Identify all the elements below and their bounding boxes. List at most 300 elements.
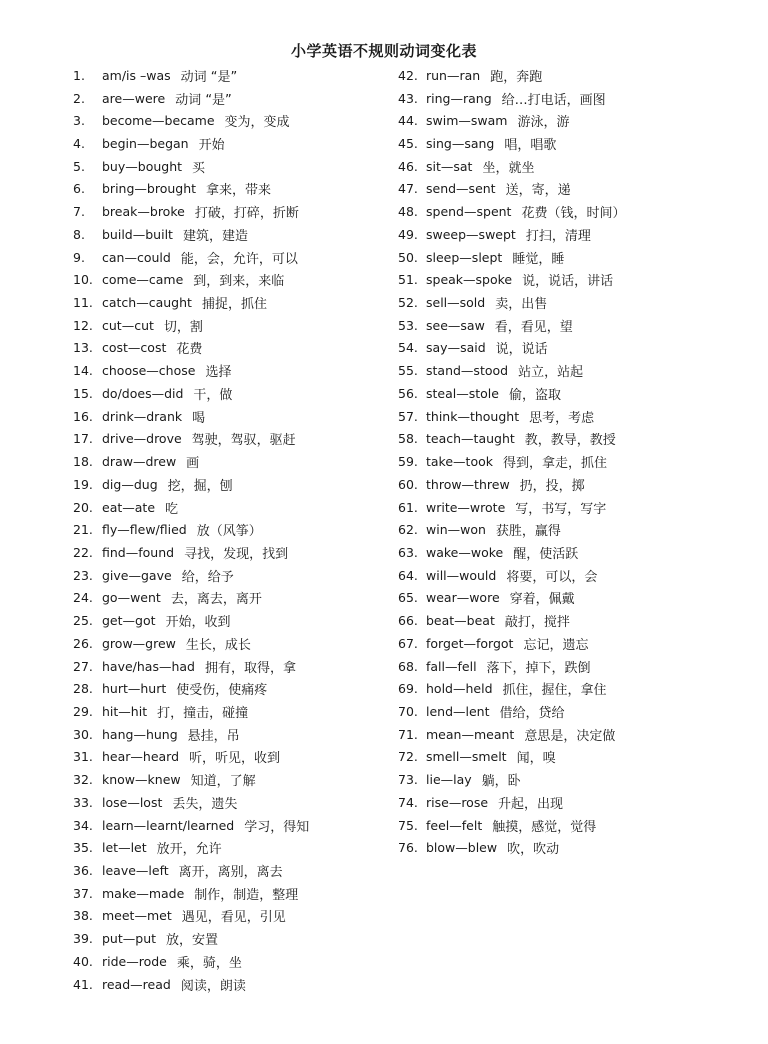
verb-row xyxy=(73,178,403,201)
verb-forms: send—sent xyxy=(426,181,496,197)
verb-forms: drink—drank xyxy=(102,408,183,424)
verb-meaning: 卖，出售 xyxy=(495,297,548,313)
item-number: 33. xyxy=(73,794,93,810)
verb-meaning: 唱，唱歌 xyxy=(504,138,557,154)
verb-row xyxy=(398,541,758,564)
verb-forms: drive—drove xyxy=(102,431,182,447)
verb-row xyxy=(73,950,403,973)
verb-meaning: 制作，制造，整理 xyxy=(194,887,299,903)
item-number: 57. xyxy=(398,408,418,424)
verb-forms: sell—sold xyxy=(426,295,486,311)
verb-row xyxy=(398,246,758,269)
item-number: 14. xyxy=(73,363,93,379)
verb-row xyxy=(398,382,758,405)
verb-row xyxy=(73,64,403,87)
verb-forms: see—saw xyxy=(426,317,485,333)
verb-meaning: 坐，就坐 xyxy=(482,160,535,176)
verb-row xyxy=(398,428,758,451)
verb-forms: say—said xyxy=(426,340,486,356)
verb-meaning: 躺，卧 xyxy=(481,774,521,790)
verb-row xyxy=(73,791,403,814)
verb-meaning: 干，做 xyxy=(193,387,233,403)
item-number: 39. xyxy=(73,931,93,947)
item-number: 25. xyxy=(73,613,93,629)
item-number: 28. xyxy=(73,681,93,697)
item-number: 2. xyxy=(73,90,85,106)
verb-forms: teach—taught xyxy=(426,431,515,447)
item-number: 51. xyxy=(398,272,418,288)
verb-forms: sleep—slept xyxy=(426,249,503,265)
verb-meaning: 画 xyxy=(186,456,200,472)
verb-row xyxy=(398,723,758,746)
item-number: 55. xyxy=(398,363,418,379)
verb-row xyxy=(73,723,403,746)
verb-meaning: 遇见，看见，引见 xyxy=(181,910,286,926)
verb-forms: break—broke xyxy=(102,204,185,220)
verb-meaning: 拿来，带来 xyxy=(206,183,272,199)
item-number: 58. xyxy=(398,431,418,447)
verb-forms: win—won xyxy=(426,522,486,538)
verb-forms: dig—dug xyxy=(102,476,158,492)
verb-meaning: 思考，考虑 xyxy=(529,410,595,426)
verb-forms: know—knew xyxy=(102,772,181,788)
verb-row xyxy=(398,746,758,769)
item-number: 70. xyxy=(398,703,418,719)
verb-row xyxy=(398,268,758,291)
right-column xyxy=(398,64,758,859)
verb-forms: take—took xyxy=(426,454,493,470)
item-number: 11. xyxy=(73,295,93,311)
verb-meaning: 闻，嗅 xyxy=(516,751,556,767)
verb-row xyxy=(73,246,403,269)
verb-forms: lend—lent xyxy=(426,703,490,719)
item-number: 50. xyxy=(398,249,418,265)
verb-meaning: 给…打电话，画图 xyxy=(501,92,606,108)
verb-forms: lie—lay xyxy=(426,772,472,788)
verb-forms: get—got xyxy=(102,613,156,629)
verb-meaning: 开始 xyxy=(198,138,225,154)
verb-forms: put—put xyxy=(102,931,157,947)
verb-forms: mean—meant xyxy=(426,726,515,742)
verb-row xyxy=(73,200,403,223)
item-number: 60. xyxy=(398,476,418,492)
verb-meaning: 说，说话 xyxy=(495,342,548,358)
verb-row xyxy=(73,428,403,451)
verb-meaning: 变为，变成 xyxy=(224,115,290,131)
verb-forms: eat—ate xyxy=(102,499,156,515)
item-number: 54. xyxy=(398,340,418,356)
verb-meaning: 花费（钱，时间） xyxy=(521,206,626,222)
verb-row xyxy=(398,87,758,110)
verb-forms: am/is –was xyxy=(102,67,171,83)
item-number: 48. xyxy=(398,204,418,220)
item-number: 36. xyxy=(73,863,93,879)
verb-meaning: 落下，掉下，跌倒 xyxy=(486,660,591,676)
verb-forms: grow—grew xyxy=(102,635,176,651)
item-number: 27. xyxy=(73,658,93,674)
verb-row xyxy=(398,450,758,473)
item-number: 10. xyxy=(73,272,93,288)
verb-meaning: 听，听见，收到 xyxy=(189,751,281,767)
item-number: 29. xyxy=(73,703,93,719)
verb-row xyxy=(73,564,403,587)
verb-meaning: 升起，出现 xyxy=(498,796,564,812)
item-number: 21. xyxy=(73,522,93,538)
item-number: 30. xyxy=(73,726,93,742)
verb-forms: blow—blew xyxy=(426,840,498,856)
verb-meaning: 忘记，遗忘 xyxy=(523,637,589,653)
verb-row xyxy=(73,473,403,496)
verb-row xyxy=(73,677,403,700)
item-number: 22. xyxy=(73,544,93,560)
item-number: 4. xyxy=(73,136,85,152)
verb-meaning: 敲打，搅拌 xyxy=(504,615,570,631)
verb-forms: swim—swam xyxy=(426,113,508,129)
verb-row xyxy=(73,814,403,837)
verb-row xyxy=(398,314,758,337)
verb-forms: sit—sat xyxy=(426,158,473,174)
item-number: 3. xyxy=(73,113,85,129)
verb-row xyxy=(73,155,403,178)
verb-forms: rise—rose xyxy=(426,794,489,810)
verb-row xyxy=(73,496,403,519)
verb-meaning: 打扫，清理 xyxy=(525,228,591,244)
verb-meaning: 选择 xyxy=(205,365,232,381)
verb-meaning: 悬挂，吊 xyxy=(187,728,240,744)
item-number: 46. xyxy=(398,158,418,174)
verb-meaning: 借给，贷给 xyxy=(499,705,565,721)
verb-forms: run—ran xyxy=(426,67,481,83)
verb-forms: draw—drew xyxy=(102,454,177,470)
verb-forms: go—went xyxy=(102,590,161,606)
item-number: 34. xyxy=(73,817,93,833)
item-number: 63. xyxy=(398,544,418,560)
verb-row xyxy=(398,655,758,678)
verb-row xyxy=(73,905,403,928)
verb-forms: fly—flew/flied xyxy=(102,522,187,538)
verb-row xyxy=(398,587,758,610)
verb-meaning: 写，书写，写字 xyxy=(515,501,607,517)
verb-forms: let—let xyxy=(102,840,147,856)
verb-row xyxy=(73,882,403,905)
verb-forms: ring—rang xyxy=(426,90,492,106)
verb-forms: lose—lost xyxy=(102,794,163,810)
item-number: 19. xyxy=(73,476,93,492)
item-number: 43. xyxy=(398,90,418,106)
verb-forms: spend—spent xyxy=(426,204,512,220)
verb-forms: fall—fell xyxy=(426,658,477,674)
verb-meaning: 吃 xyxy=(165,501,179,517)
item-number: 45. xyxy=(398,136,418,152)
verb-forms: cut—cut xyxy=(102,317,154,333)
verb-forms: hurt—hurt xyxy=(102,681,167,697)
verb-meaning: 跑，奔跑 xyxy=(490,69,543,85)
verb-forms: catch—caught xyxy=(102,295,192,311)
item-number: 64. xyxy=(398,567,418,583)
verb-row xyxy=(398,155,758,178)
verb-row xyxy=(398,518,758,541)
verb-meaning: 睡觉，睡 xyxy=(512,251,565,267)
verb-forms: bring—brought xyxy=(102,181,197,197)
item-number: 7. xyxy=(73,204,85,220)
verb-forms: have/has—had xyxy=(102,658,195,674)
verb-row xyxy=(398,609,758,632)
verb-row xyxy=(398,496,758,519)
verb-meaning: 到，到来，来临 xyxy=(193,274,285,290)
verb-meaning: 买 xyxy=(192,160,206,176)
item-number: 15. xyxy=(73,385,93,401)
item-number: 16. xyxy=(73,408,93,424)
verb-row xyxy=(73,632,403,655)
verb-forms: make—made xyxy=(102,885,185,901)
verb-meaning: 能，会，允许，可以 xyxy=(180,251,298,267)
item-number: 5. xyxy=(73,158,85,174)
item-number: 65. xyxy=(398,590,418,606)
verb-row xyxy=(398,359,758,382)
verb-forms: hang—hung xyxy=(102,726,178,742)
verb-forms: throw—threw xyxy=(426,476,510,492)
verb-meaning: 得到，拿走，抓住 xyxy=(502,456,607,472)
verb-forms: meet—met xyxy=(102,908,172,924)
verb-row xyxy=(73,450,403,473)
item-number: 69. xyxy=(398,681,418,697)
verb-row xyxy=(73,700,403,723)
verb-row xyxy=(73,518,403,541)
verb-forms: can—could xyxy=(102,249,171,265)
verb-meaning: 驾驶，驾驭，驱赶 xyxy=(191,433,296,449)
item-number: 68. xyxy=(398,658,418,674)
verb-forms: read—read xyxy=(102,976,171,992)
item-number: 32. xyxy=(73,772,93,788)
verb-row xyxy=(398,564,758,587)
item-number: 12. xyxy=(73,317,93,333)
verb-row xyxy=(73,109,403,132)
verb-forms: sing—sang xyxy=(426,136,495,152)
verb-meaning: 醒，使活跃 xyxy=(513,546,579,562)
page-title: 小学英语不规则动词变化表 xyxy=(290,42,477,60)
item-number: 24. xyxy=(73,590,93,606)
verb-row xyxy=(73,927,403,950)
verb-row xyxy=(73,768,403,791)
verb-row xyxy=(73,973,403,996)
verb-row xyxy=(73,405,403,428)
verb-meaning: 花费 xyxy=(176,342,203,358)
verb-row xyxy=(73,223,403,246)
verb-forms: buy—bought xyxy=(102,158,183,174)
verb-forms: learn—learnt/learned xyxy=(102,817,235,833)
verb-meaning: 捕捉，抓住 xyxy=(201,297,267,313)
item-number: 42. xyxy=(398,67,418,83)
item-number: 41. xyxy=(73,976,93,992)
item-number: 8. xyxy=(73,226,85,242)
verb-meaning: 拥有，取得，拿 xyxy=(205,660,297,676)
verb-forms: come—came xyxy=(102,272,184,288)
verb-forms: speak—spoke xyxy=(426,272,513,288)
verb-meaning: 意思是，决定做 xyxy=(524,728,616,744)
item-number: 71. xyxy=(398,726,418,742)
verb-meaning: 抓住，握住，拿住 xyxy=(502,683,607,699)
verb-meaning: 建筑，建造 xyxy=(182,228,248,244)
item-number: 67. xyxy=(398,635,418,651)
item-number: 9. xyxy=(73,249,85,265)
verb-meaning: 触摸，感觉，觉得 xyxy=(492,819,597,835)
verb-row xyxy=(73,268,403,291)
item-number: 1. xyxy=(73,67,85,83)
verb-row xyxy=(73,359,403,382)
item-number: 56. xyxy=(398,385,418,401)
item-number: 26. xyxy=(73,635,93,651)
verb-forms: begin—began xyxy=(102,136,189,152)
verb-row xyxy=(73,337,403,360)
verb-meaning: 动词 “是” xyxy=(180,69,238,85)
verb-meaning: 学习，得知 xyxy=(244,819,310,835)
verb-meaning: 获胜，赢得 xyxy=(495,524,561,540)
verb-forms: stand—stood xyxy=(426,363,509,379)
verb-row xyxy=(398,814,758,837)
verb-meaning: 教，教导，教授 xyxy=(524,433,616,449)
verb-row xyxy=(398,223,758,246)
verb-meaning: 放，安置 xyxy=(166,933,219,949)
verb-forms: hit—hit xyxy=(102,703,148,719)
left-column xyxy=(73,64,403,995)
verb-row xyxy=(73,132,403,155)
item-number: 6. xyxy=(73,181,85,197)
item-number: 66. xyxy=(398,613,418,629)
verb-forms: become—became xyxy=(102,113,215,129)
verb-forms: steal—stole xyxy=(426,385,499,401)
verb-meaning: 切，割 xyxy=(163,319,203,335)
item-number: 44. xyxy=(398,113,418,129)
item-number: 17. xyxy=(73,431,93,447)
verb-forms: cost—cost xyxy=(102,340,167,356)
item-number: 76. xyxy=(398,840,418,856)
verb-meaning: 使受伤，使痛疼 xyxy=(176,683,268,699)
item-number: 73. xyxy=(398,772,418,788)
verb-forms: smell—smelt xyxy=(426,749,507,765)
item-number: 47. xyxy=(398,181,418,197)
verb-meaning: 挖，掘，刨 xyxy=(167,478,233,494)
verb-row xyxy=(73,859,403,882)
verb-row xyxy=(73,609,403,632)
item-number: 72. xyxy=(398,749,418,765)
verb-row xyxy=(73,541,403,564)
verb-forms: wear—wore xyxy=(426,590,500,606)
verb-row xyxy=(398,178,758,201)
verb-forms: beat—beat xyxy=(426,613,495,629)
verb-forms: hold—held xyxy=(426,681,493,697)
verb-meaning: 生长，成长 xyxy=(185,637,251,653)
verb-meaning: 偷，盗取 xyxy=(508,387,561,403)
verb-row xyxy=(398,700,758,723)
item-number: 52. xyxy=(398,295,418,311)
verb-row xyxy=(398,200,758,223)
verb-row xyxy=(398,291,758,314)
item-number: 35. xyxy=(73,840,93,856)
item-number: 49. xyxy=(398,226,418,242)
verb-meaning: 放（风筝） xyxy=(196,524,262,540)
verb-meaning: 阅读，朗读 xyxy=(180,978,246,994)
item-number: 53. xyxy=(398,317,418,333)
item-number: 13. xyxy=(73,340,93,356)
verb-meaning: 打，撞击，碰撞 xyxy=(157,705,249,721)
verb-row xyxy=(73,655,403,678)
verb-forms: think—thought xyxy=(426,408,520,424)
item-number: 62. xyxy=(398,522,418,538)
verb-meaning: 动词 “是” xyxy=(175,92,232,108)
verb-row xyxy=(398,768,758,791)
verb-meaning: 给，给予 xyxy=(181,569,234,585)
verb-row xyxy=(398,836,758,859)
verb-meaning: 游泳，游 xyxy=(517,115,570,131)
verb-forms: write—wrote xyxy=(426,499,506,515)
verb-forms: build—built xyxy=(102,226,173,242)
item-number: 37. xyxy=(73,885,93,901)
verb-row xyxy=(73,87,403,110)
verb-meaning: 乘，骑，坐 xyxy=(176,955,242,971)
verb-meaning: 喝 xyxy=(192,410,206,426)
verb-row xyxy=(398,677,758,700)
item-number: 20. xyxy=(73,499,93,515)
verb-meaning: 寻找，发现，找到 xyxy=(184,546,289,562)
verb-forms: choose—chose xyxy=(102,363,196,379)
item-number: 38. xyxy=(73,908,93,924)
item-number: 59. xyxy=(398,454,418,470)
verb-meaning: 去，离去，离开 xyxy=(170,592,262,608)
verb-meaning: 知道，了解 xyxy=(190,774,256,790)
verb-meaning: 打破，打碎，折断 xyxy=(194,206,299,222)
verb-row xyxy=(398,109,758,132)
verb-forms: give—gave xyxy=(102,567,172,583)
verb-forms: wake—woke xyxy=(426,544,504,560)
verb-meaning: 离开，离别，离去 xyxy=(178,865,283,881)
item-number: 61. xyxy=(398,499,418,515)
verb-meaning: 穿着，佩戴 xyxy=(509,592,575,608)
verb-meaning: 扔，投，掷 xyxy=(519,478,585,494)
verb-forms: feel—felt xyxy=(426,817,483,833)
verb-meaning: 送，寄，递 xyxy=(505,183,571,199)
verb-row xyxy=(398,473,758,496)
verb-forms: forget—forgot xyxy=(426,635,514,651)
verb-row xyxy=(73,314,403,337)
verb-meaning: 开始，收到 xyxy=(165,615,231,631)
item-number: 18. xyxy=(73,454,93,470)
verb-forms: do/does—did xyxy=(102,385,184,401)
verb-meaning: 放开，允许 xyxy=(156,842,222,858)
item-number: 40. xyxy=(73,953,93,969)
verb-row xyxy=(73,746,403,769)
item-number: 75. xyxy=(398,817,418,833)
verb-forms: ride—rode xyxy=(102,953,167,969)
verb-meaning: 吹，吹动 xyxy=(507,842,560,858)
item-number: 74. xyxy=(398,794,418,810)
verb-row xyxy=(73,291,403,314)
verb-forms: sweep—swept xyxy=(426,226,516,242)
verb-meaning: 说，说话，讲话 xyxy=(522,274,614,290)
verb-row xyxy=(398,791,758,814)
item-number: 23. xyxy=(73,567,93,583)
verb-row xyxy=(73,587,403,610)
verb-meaning: 站立，站起 xyxy=(518,365,584,381)
verb-meaning: 丢失，遗失 xyxy=(172,796,238,812)
verb-forms: will—would xyxy=(426,567,497,583)
verb-row xyxy=(398,337,758,360)
verb-row xyxy=(398,405,758,428)
verb-meaning: 看，看见，望 xyxy=(494,319,573,335)
verb-row xyxy=(398,64,758,87)
item-number: 31. xyxy=(73,749,93,765)
verb-row xyxy=(398,632,758,655)
verb-row xyxy=(398,132,758,155)
